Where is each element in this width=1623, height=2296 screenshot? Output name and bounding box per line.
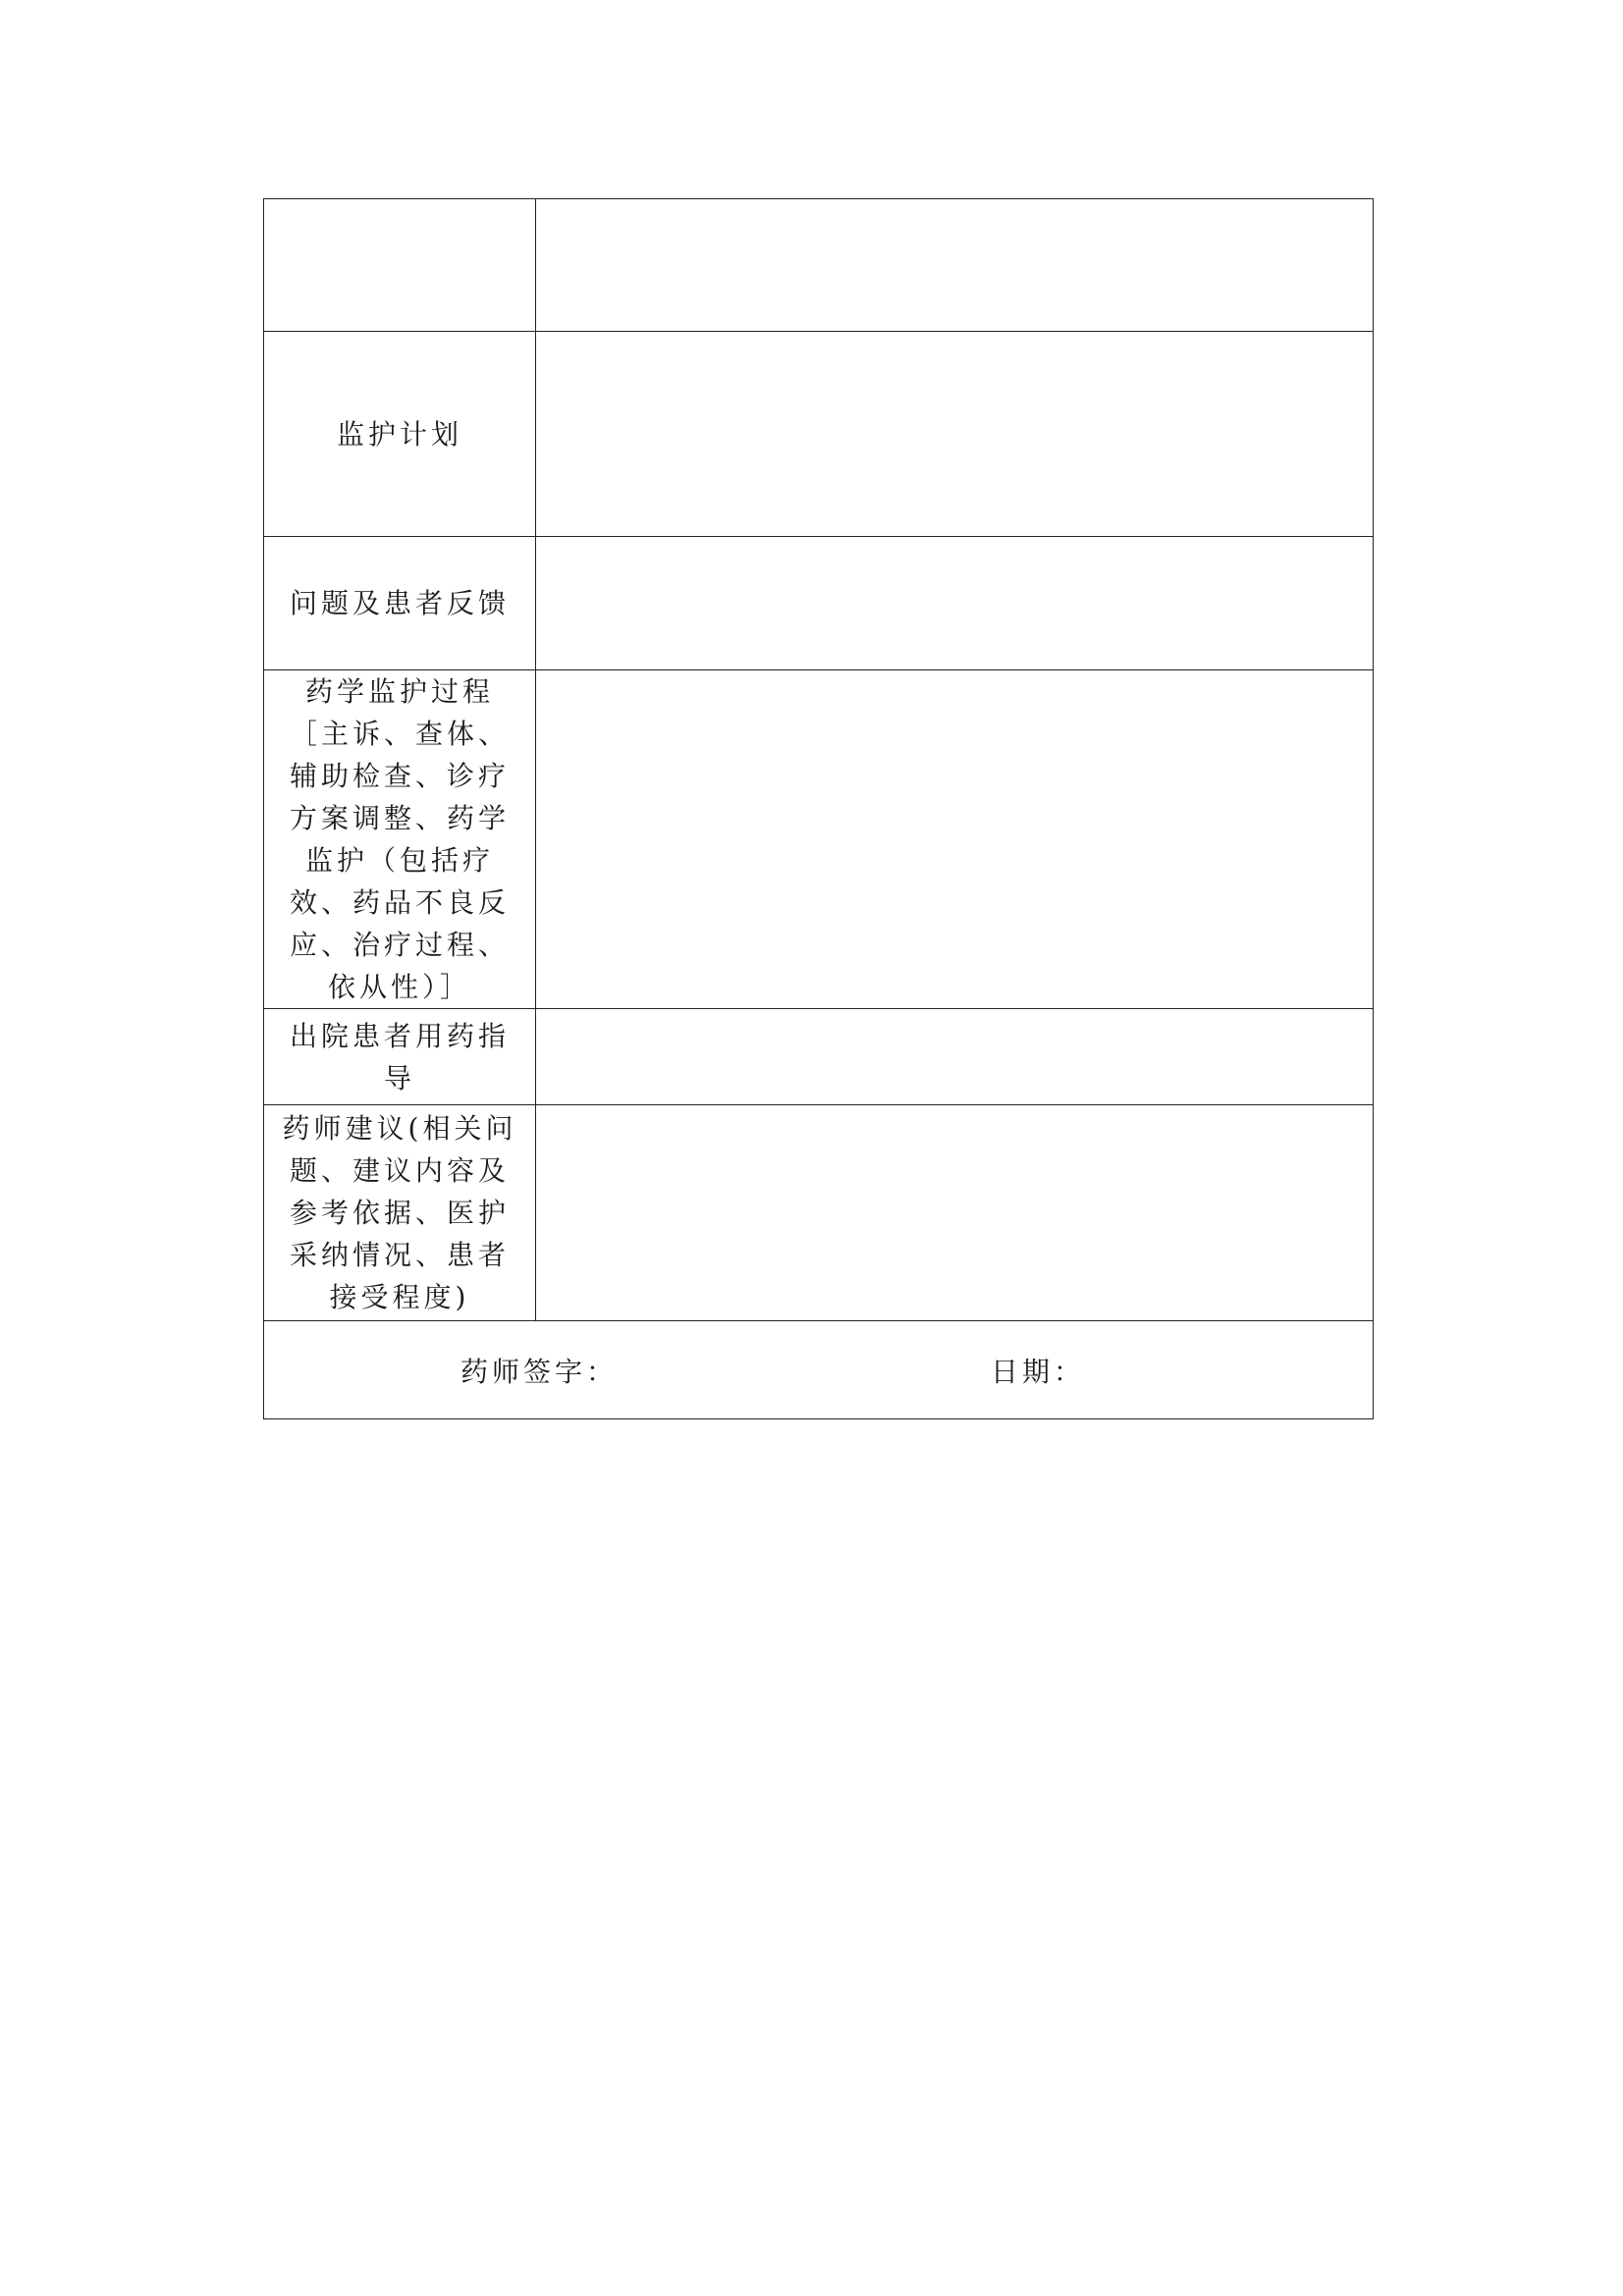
table-row <box>264 537 1374 670</box>
table-row <box>264 332 1374 537</box>
content-field-blank[interactable] <box>536 199 1374 332</box>
signature-row[interactable] <box>264 1321 1374 1419</box>
row-label-monitoring-process: 药学监护过程［主诉、查体、辅助检查、诊疗方案调整、药学监护（包括疗效、药品不良反应、治疗过程、依从性）］ <box>264 670 536 1009</box>
monitoring-plan-field[interactable] <box>536 332 1374 537</box>
date-label: 日期： <box>991 1355 1086 1388</box>
pharmacy-care-form-table <box>263 198 1374 1419</box>
problems-feedback-field[interactable] <box>536 537 1374 670</box>
row-label-monitoring-plan: 监护计划 <box>264 332 536 537</box>
table-row <box>264 1105 1374 1321</box>
monitoring-process-field[interactable] <box>536 670 1374 1009</box>
table-row <box>264 1321 1374 1419</box>
row-label-problems-feedback: 问题及患者反馈 <box>264 537 536 670</box>
discharge-guidance-field[interactable] <box>536 1009 1374 1105</box>
signature-label: 药师签字： <box>460 1355 619 1388</box>
row-label-pharmacist-advice: 药师建议(相关问题、建议内容及参考依据、医护采纳情况、患者接受程度) <box>264 1105 536 1321</box>
table-row <box>264 670 1374 1009</box>
pharmacist-advice-field[interactable] <box>536 1105 1374 1321</box>
row-label-discharge-guidance: 出院患者用药指导 <box>264 1009 536 1105</box>
row-label-blank <box>264 199 536 332</box>
table-row <box>264 1009 1374 1105</box>
table-row <box>264 199 1374 332</box>
